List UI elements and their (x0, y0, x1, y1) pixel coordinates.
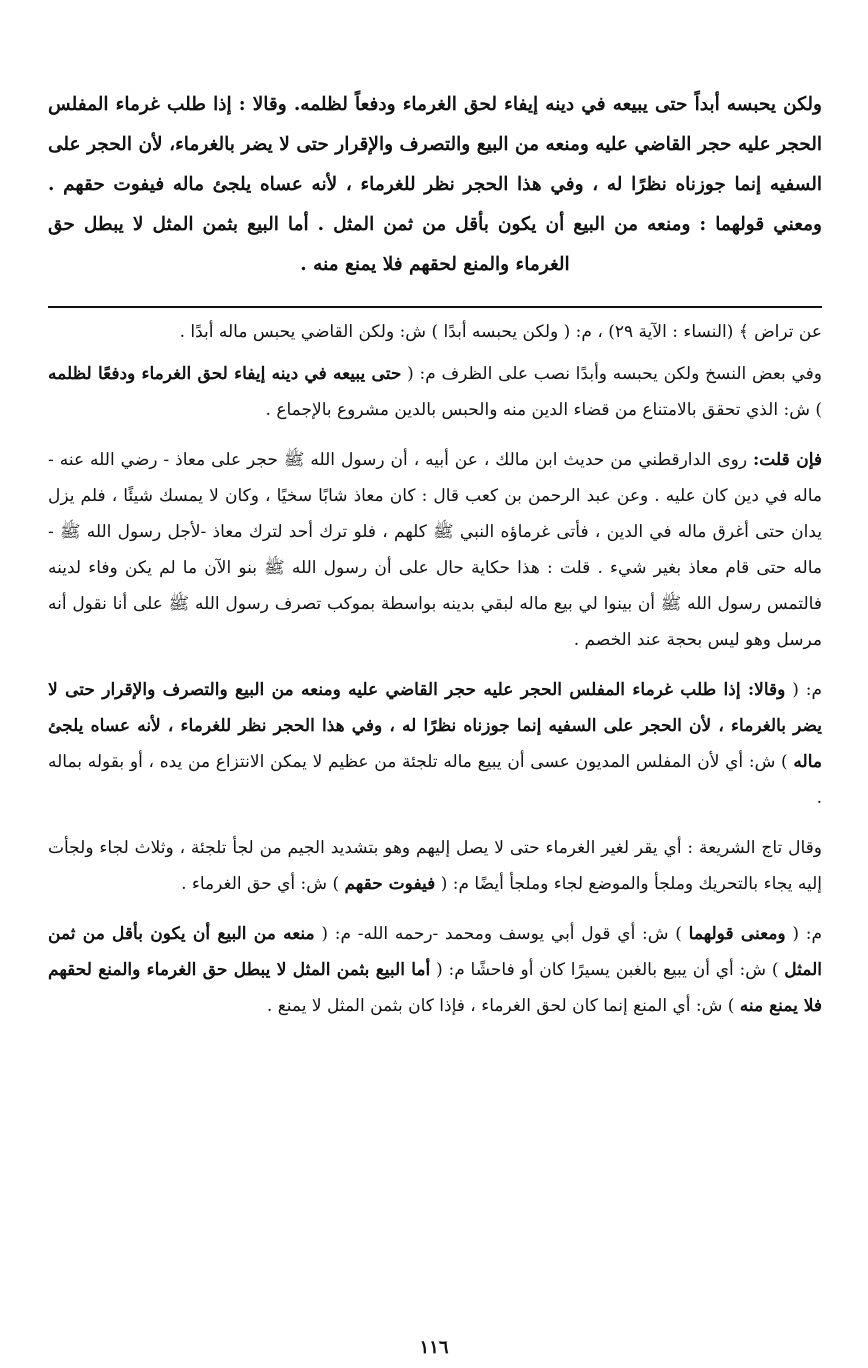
commentary-paragraph (48, 672, 822, 816)
book-page (30, 0, 838, 1368)
commentary-paragraph (48, 356, 822, 428)
commentary-paragraph (48, 916, 822, 1024)
commentary-text: روى الدارقطني من حديث ابن مالك ، عن أبيه ، أن رسول الله ﷺ حجر على معاذ - رضي الله عنه - ماله في دين كان عليه . وعن عبد الرحمن بن كعب قال : كان معاذ شابًا سخيًا ، وكان لا يمسك شيئًا ، فلم يزل يدان حتى أغرق ماله في الدين ، فأتى غرماؤه النبي ﷺ كلهم ، فلو ترك أحد لترك معاذ -لأجل رسول الله ﷺ - ماله حتى قام معاذ بغير شيء . قلت : هذا حكاية حال على أن رسول الله ﷺ بنو الآن ما لم يكن وفاء لدينه فالتمس رسول الله ﷺ أن بينوا لي بيع ماله لبقي بدينه بواسطة بموكب تصرف رسول الله ﷺ على أنا نقول أنه مرسل وهو ليس بحجة عند الخصم . (48, 450, 822, 650)
main-text: ولكن يحبسه أبداً حتى يبيعه في دينه إيفاء لحق الغرماء ودفعاً لظلمه. وقالا : إذا طلب غرماء المفلس الحجر عليه حجر القاضي عليه ومنعه من البيع والتصرف والإقرار حتى لا يضر بالغرماء، لأن الحجر على السفيه إنما جوزناه نظرًا له ، وفي هذا الحجر نظر للغرماء ، لأنه عساه يلجئ ماله فيفوت حقهم . ومعني قولهما : ومنعه من البيع أن يكون بأقل من ثمن المثل . أما البيع بثمن المثل لا يبطل حق الغرماء والمنع لحقهم فلا يمنع منه . (48, 93, 822, 275)
commentary-text: ) ش: أي قول أبي يوسف ومحمد -رحمه الله- م: ( (321, 924, 682, 944)
quoted-matn: أما البيع بثمن المثل لا يبطل حق الغرماء والمنع لحقهم فلا يمنع منه (48, 960, 822, 1016)
quoted-matn: وقالا: إذا طلب غرماء المفلس الحجر عليه حجر القاضي عليه ومنعه من البيع والتصرف والإقرار حتى لا يضر بالغرماء ، لأن الحجر على السفيه إنما جوزناه نظرًا له ، وفي هذا الحجر نظر للغرماء ، لأنه عساه يلجئ ماله (48, 680, 822, 772)
page-number: ١١٦ (419, 1337, 449, 1358)
commentary-text: ) ش: الذي تحقق بالامتناع من قضاء الدين منه والحبس بالدين مشروع بالإجماع . (265, 400, 822, 420)
objection-lead: فإن قلت: (753, 450, 823, 470)
commentary-text: ) ش: أي لأن المفلس المديون عسى أن يبيع ماله تلجئة من عظيم لا يمكن الانتزاع من يده ، أو بقوله بماله . (48, 752, 822, 808)
quoted-matn: حتى يبيعه في دينه إيفاء لحق الغرماء ودفعًا لظلمه (48, 364, 402, 384)
quoted-matn: ومعنى قولهما (688, 924, 786, 944)
commentary-paragraph (48, 442, 822, 658)
commentary-paragraph: عن تراض ﴾ (النساء : الآية ٢٩) ، م: ( ولكن يحبسه أبدًا ) ش: ولكن القاضي يحبس ماله أبدًا . (179, 322, 822, 342)
quoted-matn: منعه من البيع أن يكون بأقل من ثمن المثل (48, 924, 823, 980)
commentary-paragraph (48, 830, 822, 902)
commentary-text: م: ( (792, 924, 823, 944)
commentary-text: ) ش: أي المنع إنما كان لحق الغرماء ، فإذا كان بثمن المثل لا يمنع . (266, 996, 735, 1016)
separator-rule (48, 306, 822, 308)
commentary-text: م: ( (792, 680, 823, 700)
commentary-text: ) ش: أي حق الغرماء . (181, 874, 340, 894)
commentary-text: وقال تاج الشريعة : أي يقر لغير الغرماء حتى لا يصل إليهم وهو بتشديد الجيم من لجأ تلجئة ، وثلاث لجاء ولجأت إليه يجاء بالتحريك وملجأ والموضع لجاء وملجأ أيضًا م: ( (48, 838, 822, 894)
commentary (48, 314, 822, 1038)
quoted-matn: فيفوت حقهم (344, 874, 436, 894)
commentary-text: ) ش: أي أن يبيع بالغبن يسيرًا كان أو فاحشًا م: ( (436, 960, 779, 980)
commentary-text: وفي بعض النسخ ولكن يحبسه وأبدًا نصب على الظرف م: ( (407, 364, 823, 384)
